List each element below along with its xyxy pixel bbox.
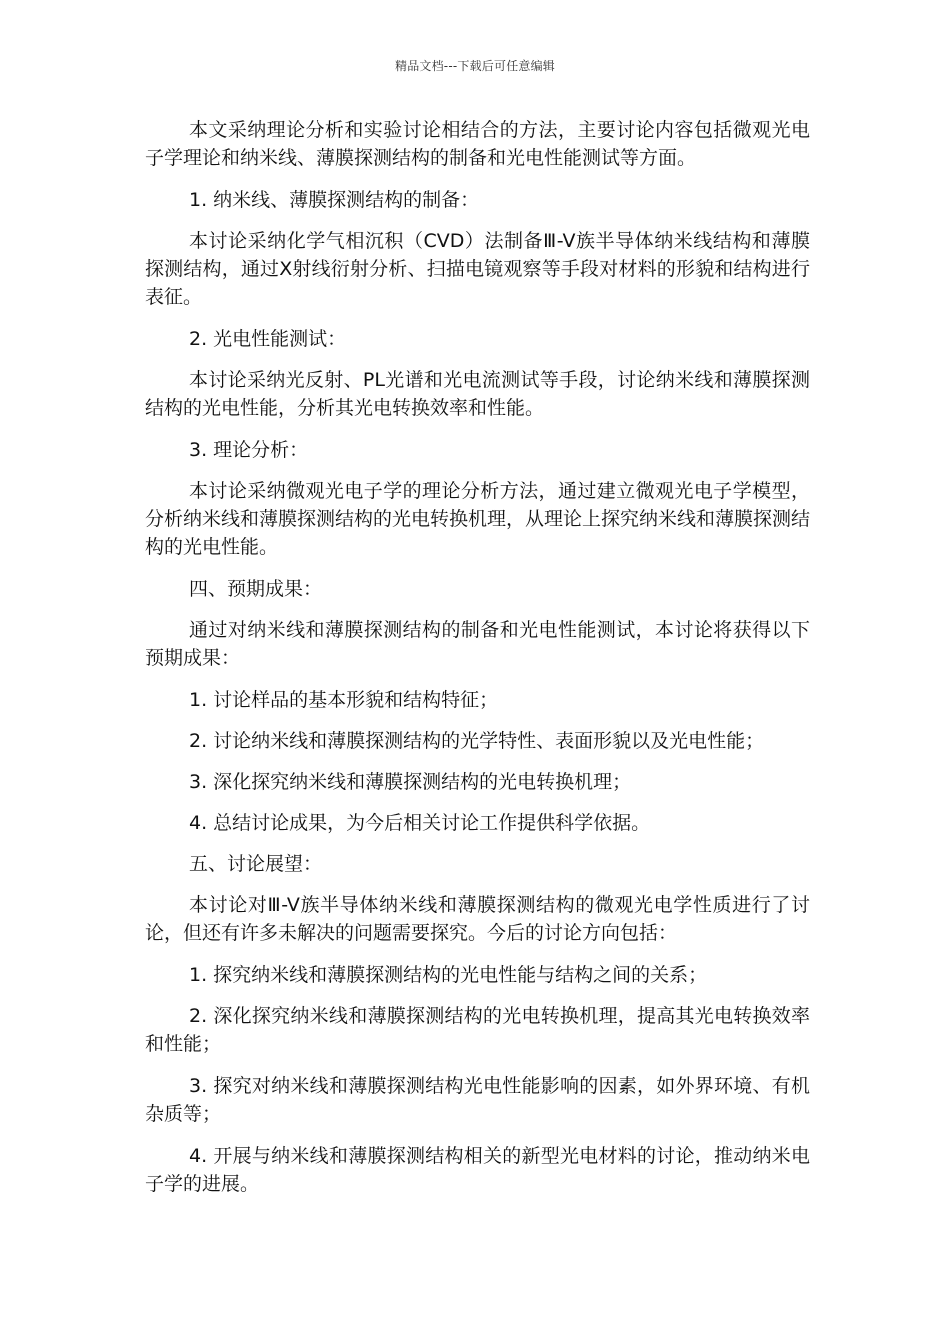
section-heading-expected-results: 四、预期成果： [189, 578, 323, 600]
method-heading-2: 2. 光电性能测试： [189, 328, 347, 350]
expected-result-item: 3. 深化探究纳米线和薄膜探测结构的光电转换机理； [189, 771, 632, 793]
expected-results-intro: 通过对纳米线和薄膜探测结构的制备和光电性能测试，本讨论将获得以下预期成果： [145, 619, 810, 669]
document-body [145, 116, 810, 1212]
outlook-item: 4. 开展与纳米线和薄膜探测结构相关的新型光电材料的讨论，推动纳米电子学的进展。 [145, 1145, 810, 1195]
outlook-intro: 本讨论对Ⅲ-V族半导体纳米线和薄膜探测结构的微观光电学性质进行了讨论，但还有许多未解决的问题需要探究。今后的讨论方向包括： [145, 894, 810, 944]
expected-result-item: 1. 讨论样品的基本形貌和结构特征； [189, 689, 499, 711]
outlook-item: 3. 探究对纳米线和薄膜探测结构光电性能影响的因素，如外界环境、有机杂质等； [145, 1075, 810, 1125]
section-heading-outlook: 五、讨论展望： [189, 853, 323, 875]
outlook-item: 1. 探究纳米线和薄膜探测结构的光电性能与结构之间的关系； [189, 964, 708, 986]
method-paragraph-2: 本讨论采纳光反射、PL光谱和光电流测试等手段，讨论纳米线和薄膜探测结构的光电性能，分析其光电转换效率和性能。 [145, 369, 810, 419]
intro-paragraph: 本文采纳理论分析和实验讨论相结合的方法，主要讨论内容包括微观光电子学理论和纳米线、薄膜探测结构的制备和光电性能测试等方面。 [145, 119, 810, 169]
method-paragraph-3: 本讨论采纳微观光电子学的理论分析方法，通过建立微观光电子学模型，分析纳米线和薄膜探测结构的光电转换机理，从理论上探究纳米线和薄膜探测结构的光电性能。 [145, 480, 811, 558]
method-paragraph-1: 本讨论采纳化学气相沉积（CVD）法制备Ⅲ-V族半导体纳米线结构和薄膜探测结构，通过X射线衍射分析、扫描电镜观察等手段对材料的形貌和结构进行表征。 [145, 230, 810, 308]
expected-result-item: 2. 讨论纳米线和薄膜探测结构的光学特性、表面形貌以及光电性能； [189, 730, 765, 752]
expected-result-item: 4. 总结讨论成果，为今后相关讨论工作提供科学依据。 [189, 812, 651, 834]
method-heading-3: 3. 理论分析： [189, 439, 309, 461]
method-heading-1: 1. 纳米线、薄膜探测结构的制备： [189, 189, 480, 211]
outlook-item: 2. 深化探究纳米线和薄膜探测结构的光电转换机理，提高其光电转换效率和性能； [145, 1005, 810, 1055]
page-header: 精品文档---下载后可任意编辑 [395, 59, 555, 73]
